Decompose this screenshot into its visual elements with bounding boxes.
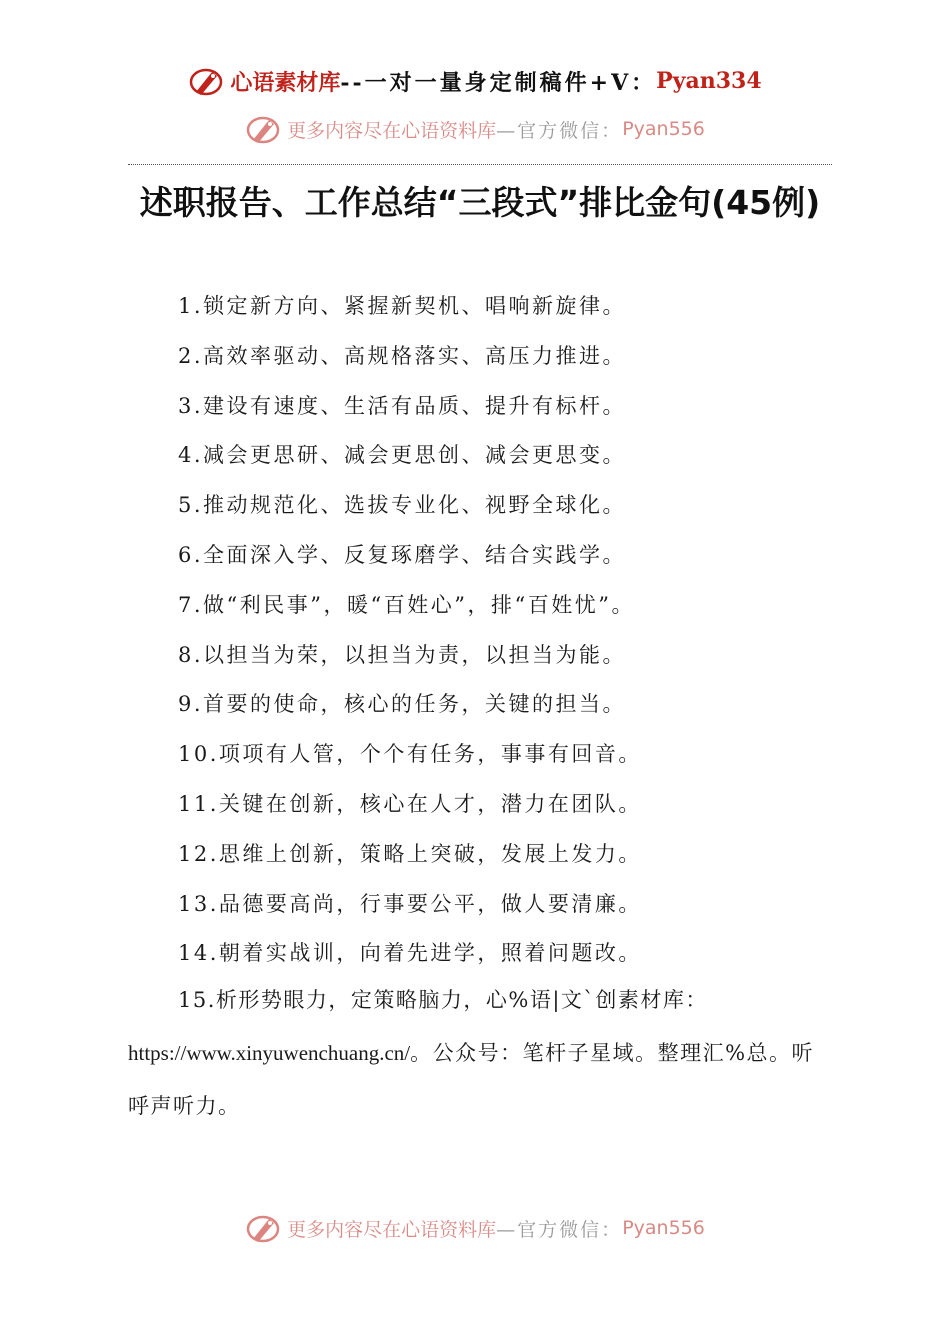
item-15-lead: 15.析形势眼力，定策略脑力，心%语|文`创素材库：: [178, 988, 708, 1012]
pen-nib-logo-icon: [188, 64, 228, 98]
list-item: 2.高效率驱动、高规格落实、高压力推进。: [178, 343, 627, 368]
brand-slogan: --一对一量身定制稿件+V：: [340, 69, 657, 96]
watermark-wechat-id: Pyan556: [622, 118, 705, 140]
list-item: 8.以担当为荣，以担当为责，以担当为能。: [178, 642, 627, 667]
list-item: 13.品德要高尚，行事要公平，做人要清廉。: [178, 891, 642, 916]
list-item: 9.首要的使命，核心的任务，关键的担当。: [178, 692, 627, 717]
watermark-label: —官方微信：: [496, 119, 623, 142]
list-item: 3.建设有速度、生活有品质、提升有标杆。: [178, 393, 627, 418]
footer-watermark-text: 更多内容尽在心语资料库: [287, 1218, 497, 1241]
list-item: 12.思维上创新，策略上突破，发展上发力。: [178, 841, 642, 866]
list-item: 4.减会更思研、减会更思创、减会更思变。: [178, 443, 627, 468]
item-15-tail: 。公众号：笔杆子星域。整理汇%总。听呼声听力。: [128, 1041, 815, 1118]
list-item: 7.做“利民事”，暖“百姓心”，排“百姓忧”。: [178, 592, 635, 617]
list-item: 1.锁定新方向、紧握新契机、唱响新旋律。: [178, 294, 627, 318]
pen-nib-logo-icon: [245, 1211, 285, 1245]
item-15-paragraph: [128, 974, 832, 1133]
watermark-header: [0, 112, 950, 146]
phrase-list: [128, 282, 832, 979]
header-divider: [128, 164, 832, 165]
list-item: 10.项项有人管，个个有任务，事事有回音。: [178, 742, 642, 767]
footer-wechat-id: Pyan556: [622, 1217, 705, 1239]
list-item: 14.朝着实战训，向着先进学，照着问题改。: [178, 941, 642, 966]
document-title: 述职报告、工作总结“三段式”排比金句(45例): [139, 183, 821, 222]
watermark-text: 更多内容尽在心语资料库: [287, 119, 497, 142]
brand-header: [0, 64, 950, 98]
watermark-footer: [0, 1211, 950, 1245]
footer-watermark-label: —官方微信：: [496, 1218, 623, 1241]
list-item: 6.全面深入学、反复琢磨学、结合实践学。: [178, 542, 627, 567]
pen-nib-logo-icon: [245, 112, 285, 146]
brand-id: Pyan334: [656, 68, 762, 94]
list-item: 11.关键在创新，核心在人才，潜力在团队。: [178, 791, 642, 816]
website-link[interactable]: https://www.xinyuwenchuang.cn/: [128, 1041, 411, 1065]
brand-name: 心语素材库: [230, 69, 341, 96]
list-item: 5.推动规范化、选拔专业化、视野全球化。: [178, 493, 627, 518]
